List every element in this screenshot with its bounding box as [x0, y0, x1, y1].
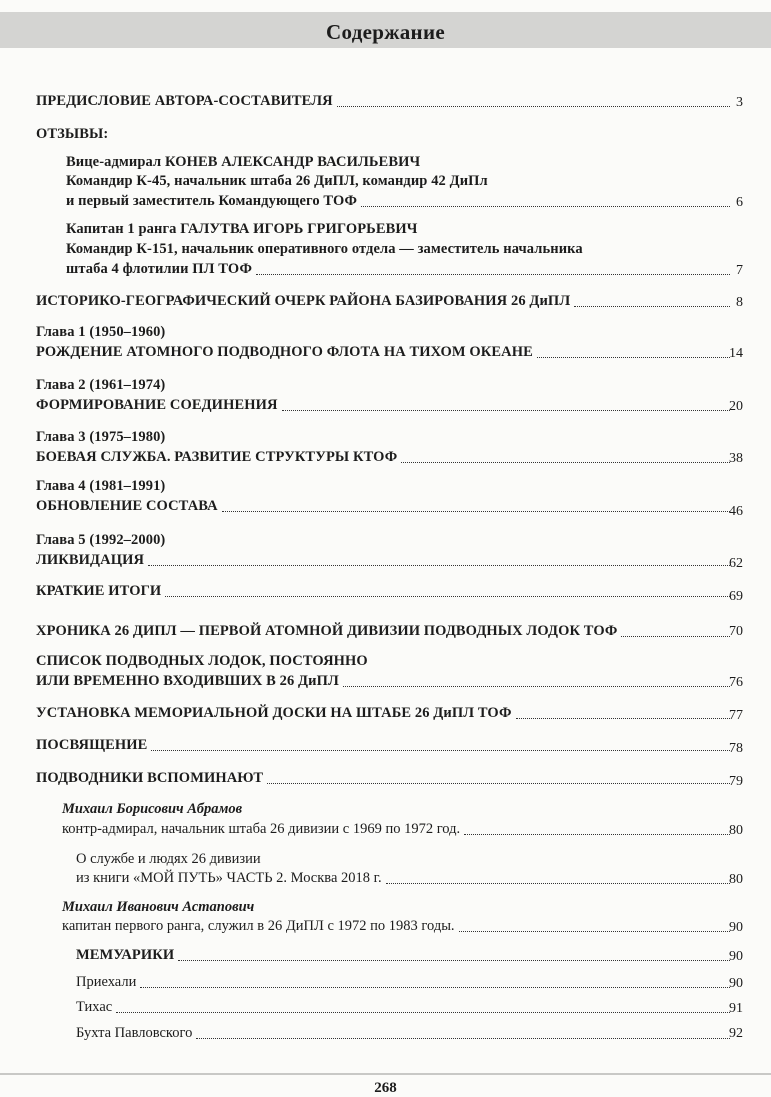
toc-page-number: 14 — [729, 346, 743, 361]
toc-entry-title: Глава 3 (1975–1980) — [36, 429, 166, 445]
toc-entry-line: контр-адмирал, начальник штаба 26 дивизии с 1969 по 1972 год. — [62, 821, 461, 837]
toc-page-number: 3 — [736, 95, 743, 110]
toc-dot-leader — [165, 596, 730, 597]
toc-page-number: 92 — [729, 1026, 743, 1041]
toc-dot-leader — [337, 106, 730, 107]
toc-page-number: 90 — [729, 920, 743, 935]
toc-dot-leader — [537, 357, 730, 358]
toc-entry-line: штаба 4 флотилии ПЛ ТОФ — [66, 261, 252, 277]
toc-entry-title: ОТЗЫВЫ: — [36, 126, 109, 142]
toc-entry-title: ИСТОРИКО-ГЕОГРАФИЧЕСКИЙ ОЧЕРК РАЙОНА БАЗИРОВАНИЯ 26 ДиПЛ — [36, 293, 571, 309]
toc-entry-line: РОЖДЕНИЕ АТОМНОГО ПОДВОДНОГО ФЛОТА НА ТИХОМ ОКЕАНЕ — [36, 344, 533, 360]
toc-entry-line: БОЕВАЯ СЛУЖБА. РАЗВИТИЕ СТРУКТУРЫ КТОФ — [36, 449, 398, 465]
toc-page-number: 46 — [729, 504, 743, 519]
toc-dot-leader — [148, 565, 730, 566]
toc-page-number: 7 — [736, 263, 743, 278]
toc-entry-title: Глава 5 (1992–2000) — [36, 532, 166, 548]
toc-page-number: 80 — [729, 872, 743, 887]
toc-entry-line: из книги «МОЙ ПУТЬ» ЧАСТЬ 2. Москва 2018 г. — [76, 870, 382, 886]
toc-dot-leader — [256, 274, 730, 275]
toc-entry-title: Михаил Борисович Абрамов — [62, 801, 243, 817]
toc-page-number: 90 — [729, 949, 743, 964]
toc-dot-leader — [116, 1012, 730, 1013]
toc-page-number: 90 — [729, 976, 743, 991]
toc-page-number: 91 — [729, 1001, 743, 1016]
toc-entry-title: Вице-адмирал КОНЕВ АЛЕКСАНДР ВАСИЛЬЕВИЧ — [66, 154, 421, 170]
toc-entry-line: Командир К-151, начальник оперативного отдела — заместитель начальника — [66, 241, 583, 257]
toc-page-number: 70 — [729, 624, 743, 639]
toc-entry-title: Глава 2 (1961–1974) — [36, 377, 166, 393]
toc-page-number: 76 — [729, 675, 743, 690]
toc-page-number: 38 — [729, 451, 743, 466]
toc-entry-title: Приехали — [76, 974, 137, 990]
toc-dot-leader — [464, 834, 730, 835]
toc-dot-leader — [343, 686, 730, 687]
toc-dot-leader — [140, 987, 730, 988]
toc-entry-title: Капитан 1 ранга ГАЛУТВА ИГОРЬ ГРИГОРЬЕВИЧ — [66, 221, 418, 237]
toc-dot-leader — [621, 636, 730, 637]
toc-dot-leader — [516, 718, 730, 719]
footer-divider — [0, 1073, 771, 1075]
toc-entry-line: ОБНОВЛЕНИЕ СОСТАВА — [36, 498, 218, 514]
toc-page-number: 79 — [729, 774, 743, 789]
toc-dot-leader — [282, 410, 730, 411]
toc-dot-leader — [361, 206, 730, 207]
toc-entry-title: УСТАНОВКА МЕМОРИАЛЬНОЙ ДОСКИ НА ШТАБЕ 26 ДиПЛ ТОФ — [36, 705, 512, 721]
toc-dot-leader — [151, 750, 730, 751]
toc-dot-leader — [222, 511, 730, 512]
toc-dot-leader — [459, 931, 730, 932]
toc-entry-title: КРАТКИЕ ИТОГИ — [36, 583, 162, 599]
toc-page-number: 80 — [729, 823, 743, 838]
toc-dot-leader — [196, 1038, 730, 1039]
toc-entry-title: МЕМУАРИКИ — [76, 947, 175, 963]
toc-entry-line: ФОРМИРОВАНИЕ СОЕДИНЕНИЯ — [36, 397, 278, 413]
toc-entry-title: ПРЕДИСЛОВИЕ АВТОРА-СОСТАВИТЕЛЯ — [36, 93, 333, 109]
toc-entry-title: ПОСВЯЩЕНИЕ — [36, 737, 148, 753]
toc-entry-title: Михаил Иванович Астапович — [62, 899, 255, 915]
toc-page-number: 6 — [736, 195, 743, 210]
toc-entry-line: ЛИКВИДАЦИЯ — [36, 552, 145, 568]
toc-page-number: 62 — [729, 556, 743, 571]
toc-entry-title: Глава 1 (1950–1960) — [36, 324, 166, 340]
toc-entry-title: ХРОНИКА 26 ДИПЛ — ПЕРВОЙ АТОМНОЙ ДИВИЗИИ ПОДВОДНЫХ ЛОДОК ТОФ — [36, 623, 618, 639]
page-title: Содержание — [326, 20, 445, 44]
toc-dot-leader — [401, 462, 730, 463]
toc-page-number: 78 — [729, 741, 743, 756]
toc-dot-leader — [178, 960, 730, 961]
toc-entry-title: О службе и людях 26 дивизии — [76, 851, 261, 867]
toc-page-number: 20 — [729, 399, 743, 414]
toc-entry-title: СПИСОК ПОДВОДНЫХ ЛОДОК, ПОСТОЯННО — [36, 653, 368, 669]
toc-entry-title: Бухта Павловского — [76, 1025, 193, 1041]
toc-entry-line: капитан первого ранга, служил в 26 ДиПЛ с 1972 по 1983 годы. — [62, 918, 455, 934]
toc-entry-line: и первый заместитель Командующего ТОФ — [66, 193, 358, 209]
toc-dot-leader — [386, 883, 730, 884]
toc-dot-leader — [574, 306, 730, 307]
toc-dot-leader — [267, 783, 730, 784]
toc-entry-title: Глава 4 (1981–1991) — [36, 478, 166, 494]
toc-page-number: 77 — [729, 708, 743, 723]
toc-page-number: 69 — [729, 589, 743, 604]
toc-page-number: 8 — [736, 295, 743, 310]
footer-page-number: 268 — [374, 1080, 397, 1096]
toc-entry-line: ИЛИ ВРЕМЕННО ВХОДИВШИХ В 26 ДиПЛ — [36, 673, 339, 689]
toc-entry-title: Тихас — [76, 999, 113, 1015]
toc-entry-line: Командир К-45, начальник штаба 26 ДиПЛ, командир 42 ДиПл — [66, 173, 488, 189]
toc-entry-title: ПОДВОДНИКИ ВСПОМИНАЮТ — [36, 770, 264, 786]
